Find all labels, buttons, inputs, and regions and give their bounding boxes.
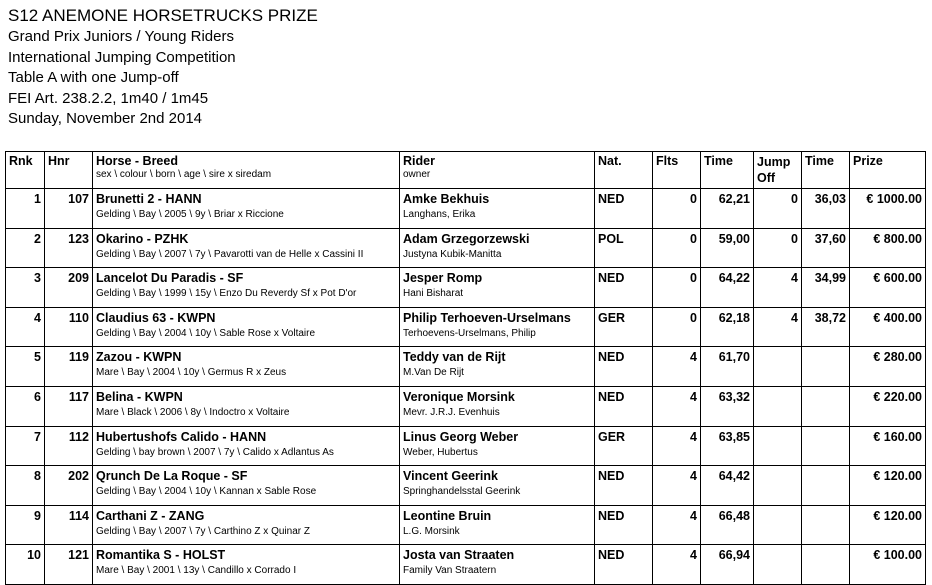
cell-nat: NED (595, 466, 653, 506)
header-rider (400, 152, 595, 189)
cell-flts: 0 (653, 307, 701, 347)
rider-name: Leontine Bruin (403, 508, 492, 523)
cell-horse (93, 347, 400, 387)
header-time: Time (701, 152, 754, 189)
rider-name: Philip Terhoeven-Urselmans (403, 310, 571, 325)
cell-jumpoff: 4 (754, 307, 802, 347)
cell-nat: NED (595, 347, 653, 387)
competition-category: Grand Prix Juniors / Young Riders (8, 28, 234, 45)
cell-prize: € 120.00 (850, 505, 926, 545)
cell-time: 66,48 (701, 505, 754, 545)
details-text: Mare \ Bay \ 2004 \ 10y \ Germus R x Zeus (96, 367, 287, 379)
rider-name: Linus Georg Weber (403, 429, 519, 444)
header-prize: Prize (850, 152, 926, 189)
details-text: Mare \ Bay \ 2001 \ 13y \ Candillo x Corrado I (96, 565, 297, 577)
cell-prize: € 800.00 (850, 228, 926, 268)
rider-name: Josta van Straaten (403, 548, 515, 563)
table-row (6, 307, 926, 347)
cell-horse (93, 426, 400, 466)
cell-nat: POL (595, 228, 653, 268)
cell-rnk: 8 (6, 466, 45, 506)
header-hnr: Hnr (45, 152, 93, 189)
owner-text: Terhoevens-Urselmans, Philip (403, 327, 536, 339)
cell-flts: 4 (653, 426, 701, 466)
cell-time: 62,18 (701, 307, 754, 347)
cell-rnk: 7 (6, 426, 45, 466)
cell-prize: € 400.00 (850, 307, 926, 347)
cell-nat: NED (595, 268, 653, 308)
cell-rider (400, 228, 595, 268)
cell-horse (93, 466, 400, 506)
cell-flts: 0 (653, 268, 701, 308)
cell-rnk: 10 (6, 545, 45, 585)
cell-rnk: 2 (6, 228, 45, 268)
cell-rnk: 4 (6, 307, 45, 347)
cell-rnk: 5 (6, 347, 45, 387)
cell-hnr: 110 (45, 307, 93, 347)
cell-time: 66,94 (701, 545, 754, 585)
cell-time2 (802, 426, 850, 466)
cell-time: 61,70 (701, 347, 754, 387)
cell-time2: 34,99 (802, 268, 850, 308)
cell-time2 (802, 505, 850, 545)
cell-horse (93, 189, 400, 229)
table-row (6, 386, 926, 426)
header-rider-label: Rider (403, 154, 435, 168)
horse-name: Zazou - KWPN (96, 350, 182, 365)
cell-jumpoff (754, 505, 802, 545)
rider-name: Amke Bekhuis (403, 192, 490, 206)
cell-prize: € 280.00 (850, 347, 926, 387)
owner-text: Family Van Straatern (403, 565, 497, 577)
table-header-row (6, 152, 926, 189)
table-row (6, 426, 926, 466)
cell-nat: GER (595, 426, 653, 466)
cell-nat: NED (595, 505, 653, 545)
cell-jumpoff: 0 (754, 228, 802, 268)
results-table (5, 151, 926, 585)
table-row (6, 505, 926, 545)
competition-date: Sunday, November 2nd 2014 (8, 110, 203, 127)
owner-text: Mevr. J.R.J. Evenhuis (403, 406, 500, 418)
table-row (6, 347, 926, 387)
cell-prize: € 120.00 (850, 466, 926, 506)
cell-prize: € 220.00 (850, 386, 926, 426)
cell-flts: 4 (653, 347, 701, 387)
cell-time: 63,32 (701, 386, 754, 426)
competition-rules: FEI Art. 238.2.2, 1m40 / 1m45 (8, 89, 209, 107)
cell-jumpoff: 0 (754, 189, 802, 229)
rider-name: Teddy van de Rijt (403, 350, 506, 365)
cell-flts: 4 (653, 466, 701, 506)
cell-time: 62,21 (701, 189, 754, 229)
cell-time: 64,42 (701, 466, 754, 506)
cell-hnr: 121 (45, 545, 93, 585)
cell-rnk: 3 (6, 268, 45, 308)
cell-hnr: 112 (45, 426, 93, 466)
cell-time: 63,85 (701, 426, 754, 466)
header-rnk: Rnk (6, 152, 45, 189)
header-flts: Flts (653, 152, 701, 189)
cell-time2: 37,60 (802, 228, 850, 268)
cell-time2: 36,03 (802, 189, 850, 229)
cell-rider (400, 307, 595, 347)
competition-title: S12 ANEMONE HORSETRUCKS PRIZE (8, 6, 318, 25)
horse-name: Romantika S - HOLST (96, 548, 226, 563)
cell-rider (400, 268, 595, 308)
details-text: Gelding \ Bay \ 2007 \ 7y \ Carthino Z x Quinar Z (96, 525, 310, 537)
cell-horse (93, 228, 400, 268)
cell-hnr: 123 (45, 228, 93, 268)
horse-name: Brunetti 2 - HANN (96, 192, 202, 206)
competition-table: Table A with one Jump-off (8, 69, 179, 86)
cell-rider (400, 347, 595, 387)
table-row (6, 228, 926, 268)
cell-horse (93, 505, 400, 545)
cell-flts: 0 (653, 189, 701, 229)
owner-text: Weber, Hubertus (403, 446, 478, 458)
cell-time: 64,22 (701, 268, 754, 308)
cell-horse (93, 307, 400, 347)
cell-prize: € 1000.00 (850, 189, 926, 229)
cell-rnk: 9 (6, 505, 45, 545)
cell-nat: NED (595, 189, 653, 229)
horse-name: Lancelot Du Paradis - SF (96, 271, 244, 286)
cell-prize: € 600.00 (850, 268, 926, 308)
rider-name: Veronique Morsink (403, 389, 515, 404)
details-text: Gelding \ Bay \ 2005 \ 9y \ Briar x Riccione (96, 209, 284, 220)
cell-flts: 4 (653, 386, 701, 426)
cell-nat: NED (595, 386, 653, 426)
horse-name: Carthani Z - ZANG (96, 508, 205, 523)
header-jumpoff: Jump Off (754, 152, 802, 189)
cell-horse (93, 268, 400, 308)
header-horse-label: Horse - Breed (96, 154, 178, 168)
cell-rider (400, 426, 595, 466)
rider-name: Vincent Geerink (403, 469, 498, 484)
horse-name: Claudius 63 - KWPN (96, 310, 216, 325)
cell-rider (400, 505, 595, 545)
table-row (6, 268, 926, 308)
cell-hnr: 117 (45, 386, 93, 426)
details-text: Gelding \ Bay \ 2004 \ 10y \ Sable Rose x Voltaire (96, 327, 316, 339)
rider-name: Jesper Romp (403, 271, 483, 286)
cell-flts: 4 (653, 505, 701, 545)
cell-jumpoff (754, 347, 802, 387)
cell-time2 (802, 386, 850, 426)
owner-text: Langhans, Erika (403, 209, 476, 220)
owner-text: L.G. Morsink (403, 525, 460, 537)
cell-time2: 38,72 (802, 307, 850, 347)
details-text: Gelding \ Bay \ 2007 \ 7y \ Pavarotti van de Helle x Cassini II (96, 248, 364, 260)
cell-hnr: 202 (45, 466, 93, 506)
details-text: Gelding \ Bay \ 2004 \ 10y \ Kannan x Sable Rose (96, 486, 317, 498)
owner-text: Justyna Kubik-Manitta (403, 248, 502, 260)
horse-name: Belina - KWPN (96, 389, 183, 404)
horse-name: Okarino - PZHK (96, 231, 189, 246)
cell-time2 (802, 466, 850, 506)
cell-jumpoff (754, 426, 802, 466)
cell-prize: € 160.00 (850, 426, 926, 466)
cell-nat: GER (595, 307, 653, 347)
table-row (6, 189, 926, 229)
cell-rider (400, 466, 595, 506)
header-nat: Nat. (595, 152, 653, 189)
details-text: Gelding \ bay brown \ 2007 \ 7y \ Calido x Adlantus As (96, 446, 334, 458)
horse-name: Hubertushofs Calido - HANN (96, 429, 267, 444)
competition-type: International Jumping Competition (8, 48, 236, 66)
cell-jumpoff (754, 466, 802, 506)
details-text: Gelding \ Bay \ 1999 \ 15y \ Enzo Du Reverdy Sf x Pot D'or (96, 288, 357, 300)
cell-rider (400, 189, 595, 229)
header-time2: Time (802, 152, 850, 189)
cell-horse (93, 386, 400, 426)
cell-time2 (802, 347, 850, 387)
cell-rnk: 6 (6, 386, 45, 426)
cell-hnr: 114 (45, 505, 93, 545)
cell-flts: 4 (653, 545, 701, 585)
details-text: Mare \ Black \ 2006 \ 8y \ Indoctro x Voltaire (96, 406, 290, 418)
cell-prize: € 100.00 (850, 545, 926, 585)
cell-flts: 0 (653, 228, 701, 268)
rider-name: Adam Grzegorzewski (403, 231, 530, 246)
header-rider-sub: owner (403, 169, 431, 180)
cell-hnr: 119 (45, 347, 93, 387)
header-horse (93, 152, 400, 189)
horse-name: Qrunch De La Roque - SF (96, 469, 248, 484)
cell-jumpoff (754, 386, 802, 426)
document-header (8, 5, 318, 130)
owner-text: M.Van De Rijt (403, 367, 464, 379)
cell-time: 59,00 (701, 228, 754, 268)
cell-hnr: 209 (45, 268, 93, 308)
cell-rnk: 1 (6, 189, 45, 229)
header-horse-sub: sex \ colour \ born \ age \ sire x siredam (96, 169, 272, 180)
cell-jumpoff: 4 (754, 268, 802, 308)
cell-hnr: 107 (45, 189, 93, 229)
table-row (6, 466, 926, 506)
owner-text: Springhandelsstal Geerink (403, 486, 521, 498)
owner-text: Hani Bisharat (403, 288, 464, 300)
cell-rider (400, 386, 595, 426)
cell-nat: NED (595, 545, 653, 585)
